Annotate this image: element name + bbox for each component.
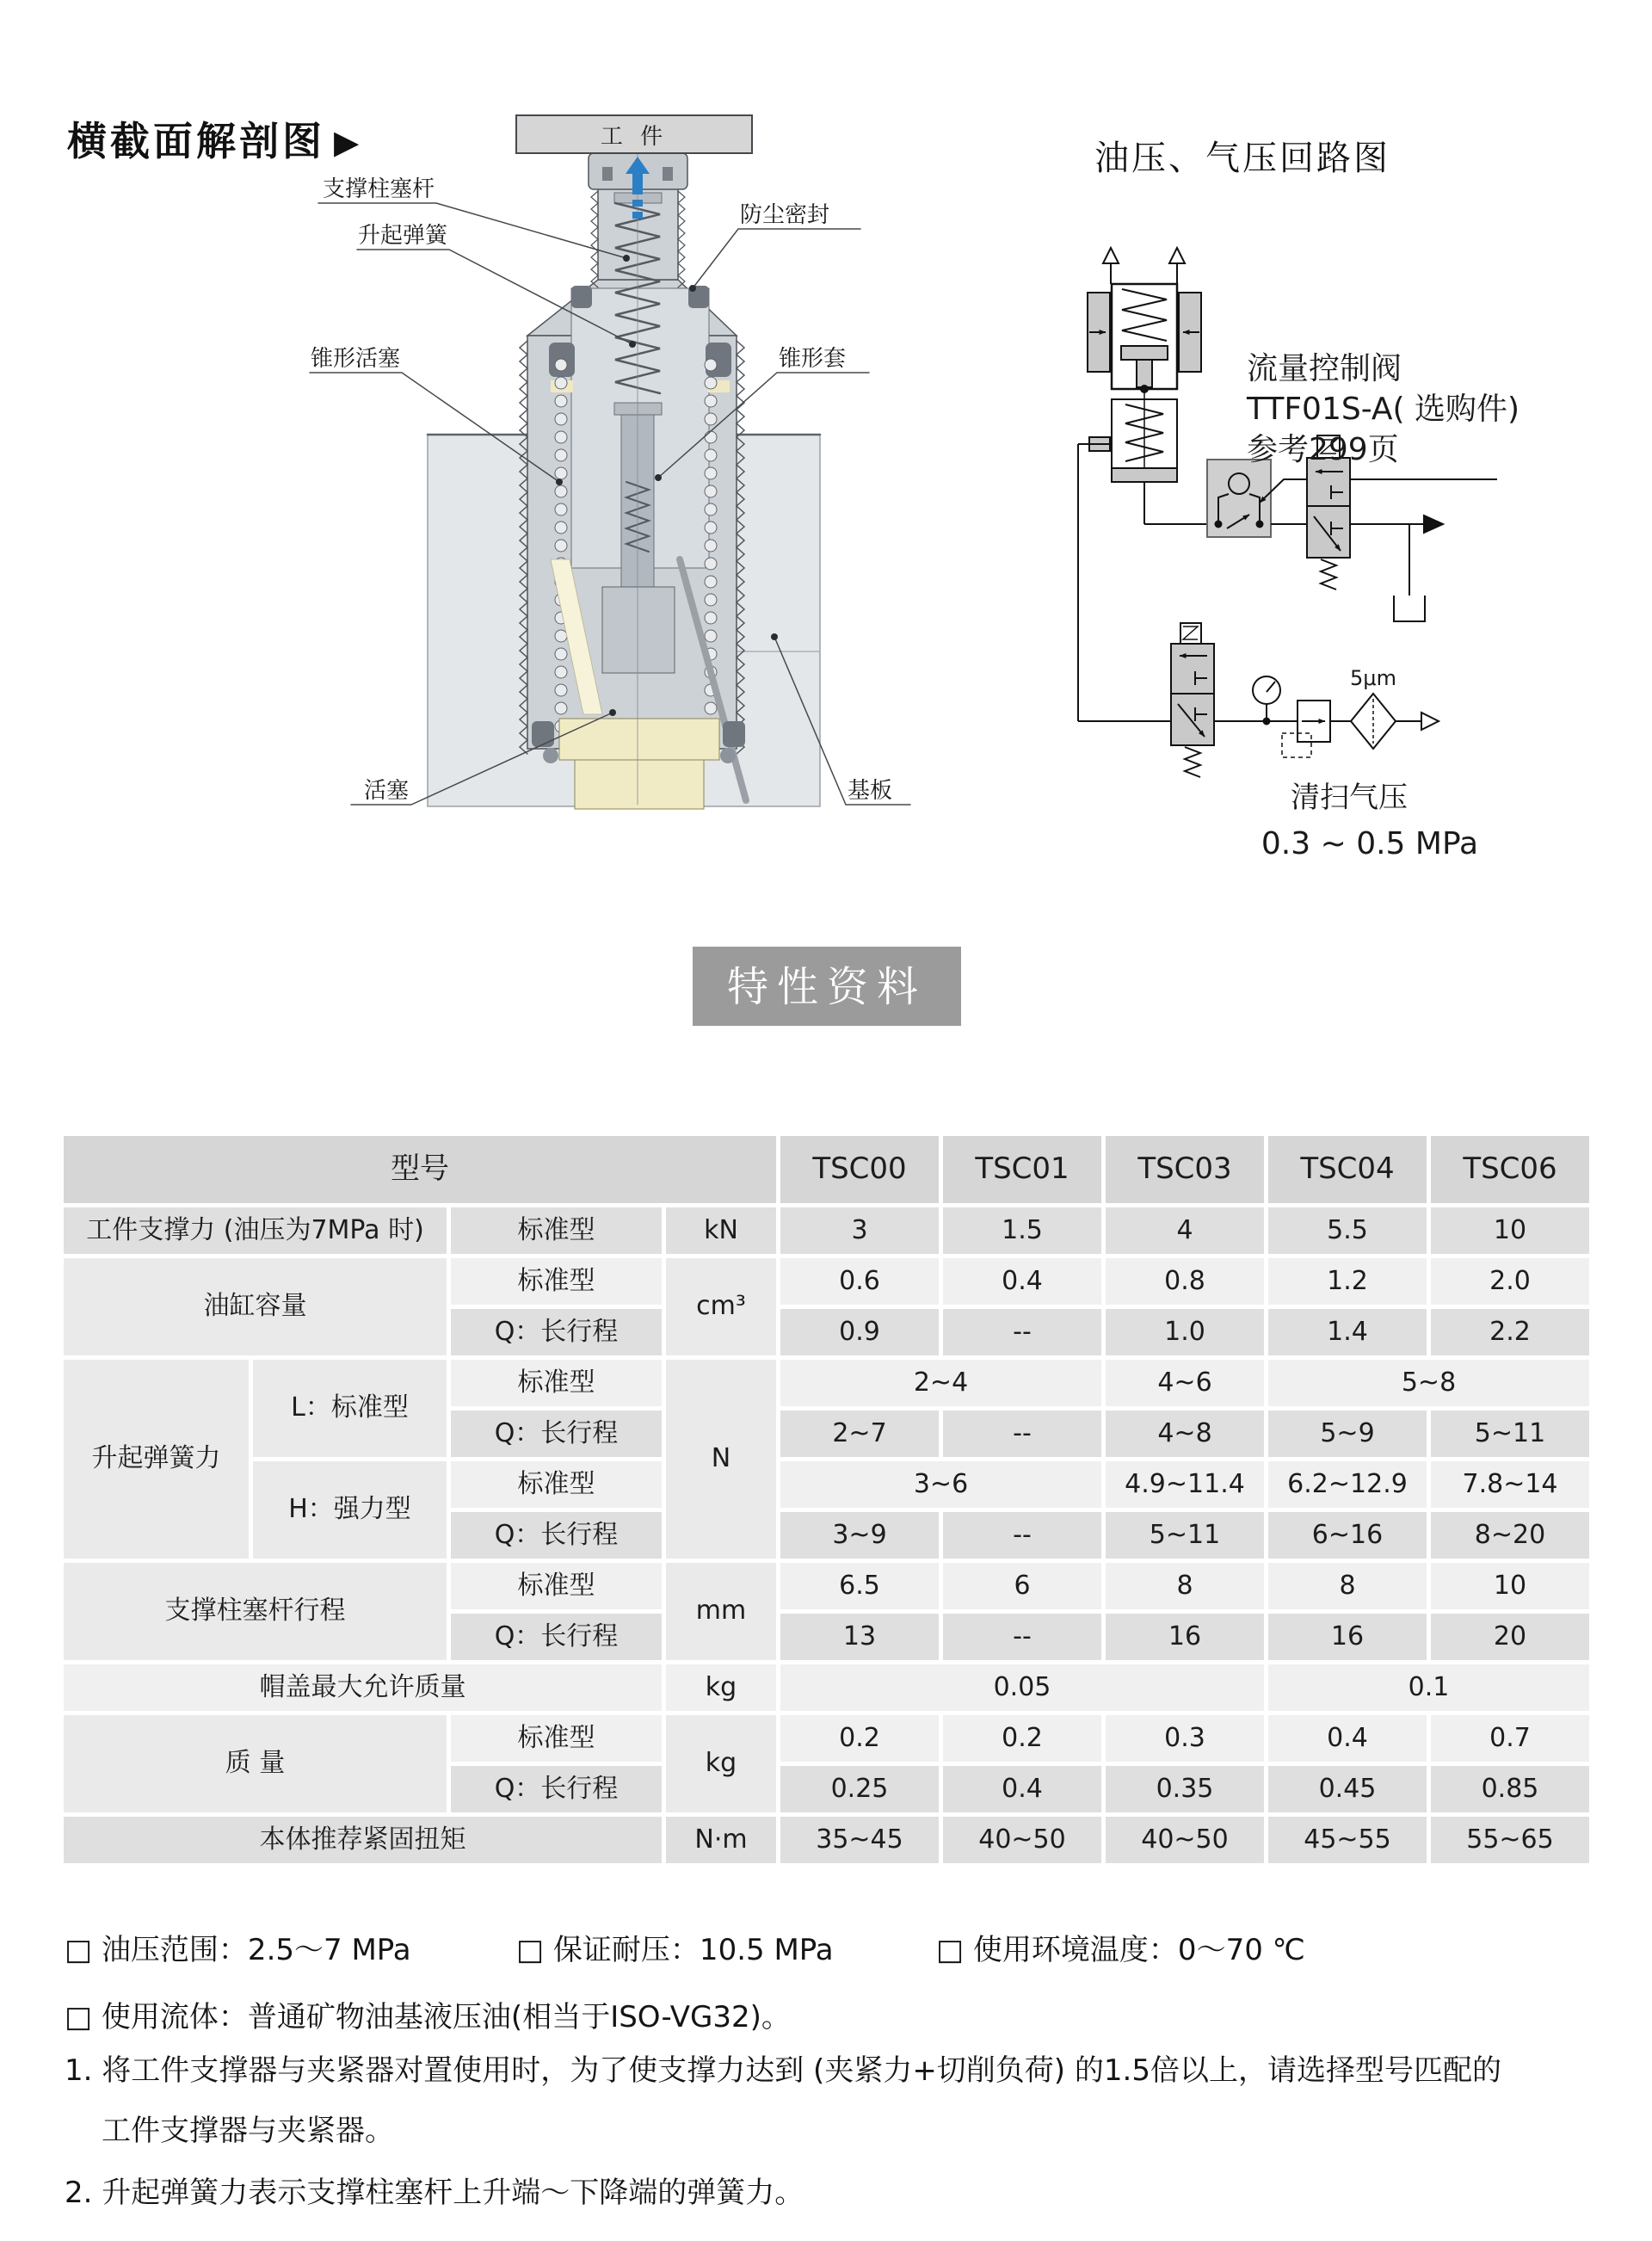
value-cell: 3 <box>780 1207 939 1254</box>
value-cell: 0.2 <box>943 1715 1101 1762</box>
title-arrow-icon: ▶ <box>334 123 363 161</box>
spec-note-oil-pressure: □ 油压范围：2.5～7 MPa <box>65 1933 411 1967</box>
purge-pressure-value: 0.3 ~ 0.5 MPa <box>1261 826 1479 861</box>
cross-section-title-text: 横截面解剖图 <box>67 118 325 164</box>
piston-label: 活塞 <box>363 778 409 804</box>
filter-rating-label: 5μm <box>1350 666 1396 690</box>
unit-cell: kg <box>666 1664 776 1711</box>
unit-cell: N <box>666 1360 776 1559</box>
value-cell: 4~8 <box>1106 1411 1264 1457</box>
value-cell: 5.5 <box>1268 1207 1427 1254</box>
value-cell: 3~6 <box>780 1461 1101 1508</box>
value-cell: 6~16 <box>1268 1512 1427 1559</box>
value-cell: 40~50 <box>943 1817 1101 1863</box>
value-cell: 2~4 <box>780 1360 1101 1406</box>
value-cell: 13 <box>780 1614 939 1660</box>
row-cylinder-capacity-std <box>64 1258 1589 1305</box>
row-spring-h-std <box>64 1461 1589 1508</box>
value-cell: 2.0 <box>1431 1258 1589 1305</box>
sub-group-label: L：标准型 <box>253 1360 447 1457</box>
value-cell: 4.9~11.4 <box>1106 1461 1264 1508</box>
row-label: 工件支撑力 (油压为7MPa 时) <box>64 1207 447 1254</box>
spec-note-fluid: □ 使用流体：普通矿物油基液压油(相当于ISO-VG32)。 <box>65 2000 791 2034</box>
value-cell: 0.1 <box>1268 1664 1589 1711</box>
flow-valve-label-line2: TTF01S-A( 选购件) <box>1247 392 1520 427</box>
value-cell: 0.4 <box>943 1258 1101 1305</box>
value-cell: 2.2 <box>1431 1309 1589 1355</box>
value-cell: 5~11 <box>1431 1411 1589 1457</box>
value-cell: 10 <box>1431 1563 1589 1609</box>
row-label: 支撑柱塞杆行程 <box>64 1563 447 1660</box>
model-tsc00: TSC00 <box>780 1136 939 1203</box>
row-label: 油缸容量 <box>64 1258 447 1355</box>
value-cell: 0.05 <box>780 1664 1264 1711</box>
value-cell: 4 <box>1106 1207 1264 1254</box>
sub-label: 标准型 <box>451 1258 662 1305</box>
value-cell: 20 <box>1431 1614 1589 1660</box>
value-cell: 16 <box>1268 1614 1427 1660</box>
value-cell: 5~11 <box>1106 1512 1264 1559</box>
value-cell: 45~55 <box>1268 1817 1427 1863</box>
table-header-row <box>64 1136 1589 1203</box>
unit-cell: cm³ <box>666 1258 776 1355</box>
value-cell: 1.0 <box>1106 1309 1264 1355</box>
flow-valve-label-line1: 流量控制阀 <box>1247 351 1402 386</box>
lift-spring-label: 升起弹簧 <box>357 223 447 249</box>
value-cell: -- <box>943 1512 1101 1559</box>
spec-note-proof-pressure: □ 保证耐压：10.5 MPa <box>516 1933 834 1967</box>
value-cell: 5~9 <box>1268 1411 1427 1457</box>
circuit-title: 油压、气压回路图 <box>1094 139 1390 178</box>
value-cell: 8 <box>1106 1563 1264 1609</box>
cross-section-diagram <box>310 115 910 809</box>
row-torque <box>64 1817 1589 1863</box>
value-cell: 6.2~12.9 <box>1268 1461 1427 1508</box>
row-label: 升起弹簧力 <box>64 1360 249 1559</box>
section-badge: 特性资料 <box>693 947 961 1026</box>
footnote-2: 2. 升起弹簧力表示支撑柱塞杆上升端～下降端的弹簧力。 <box>65 2176 804 2210</box>
row-cap-mass <box>64 1664 1589 1711</box>
circuit-diagram <box>1078 248 1519 861</box>
sub-label: Q：长行程 <box>451 1411 662 1457</box>
value-cell: -- <box>943 1614 1101 1660</box>
footnote-1-line1: 1. 将工件支撑器与夹紧器对置使用时，为了使支撑力达到 (夹紧力+切削负荷) 的1.5倍以上，请选择型号匹配的 <box>65 2053 1501 2088</box>
diagrams-canvas <box>0 0 1652 912</box>
sub-label: 标准型 <box>451 1461 662 1508</box>
value-cell: 1.5 <box>943 1207 1101 1254</box>
sub-label: 标准型 <box>451 1360 662 1406</box>
value-cell: 0.8 <box>1106 1258 1264 1305</box>
value-cell: 2~7 <box>780 1411 939 1457</box>
value-cell: 4~6 <box>1106 1360 1264 1406</box>
model-tsc01: TSC01 <box>943 1136 1101 1203</box>
value-cell: 0.6 <box>780 1258 939 1305</box>
sub-label: 标准型 <box>451 1207 662 1254</box>
conical-sleeve-label: 锥形套 <box>779 346 847 372</box>
footnote-1-line2: 工件支撑器与夹紧器。 <box>102 2114 394 2148</box>
value-cell: -- <box>943 1411 1101 1457</box>
value-cell: 1.2 <box>1268 1258 1427 1305</box>
row-support-force <box>64 1207 1589 1254</box>
model-header-cell: 型号 <box>64 1136 776 1203</box>
spec-note-temperature: □ 使用环境温度：0～70 ℃ <box>936 1933 1305 1967</box>
value-cell: 0.4 <box>943 1766 1101 1812</box>
unit-cell: N·m <box>666 1817 776 1863</box>
value-cell: 40~50 <box>1106 1817 1264 1863</box>
dust-seal-label: 防尘密封 <box>740 202 830 228</box>
row-label: 质 量 <box>64 1715 447 1812</box>
value-cell: 10 <box>1431 1207 1589 1254</box>
value-cell: 16 <box>1106 1614 1264 1660</box>
value-cell: 1.4 <box>1268 1309 1427 1355</box>
sub-label: 标准型 <box>451 1563 662 1609</box>
value-cell: 0.85 <box>1431 1766 1589 1812</box>
sub-label: Q：长行程 <box>451 1614 662 1660</box>
model-tsc03: TSC03 <box>1106 1136 1264 1203</box>
value-cell: 0.45 <box>1268 1766 1427 1812</box>
value-cell: 8 <box>1268 1563 1427 1609</box>
sub-group-label: H：强力型 <box>253 1461 447 1559</box>
unit-cell: mm <box>666 1563 776 1660</box>
flow-control-valve-symbol <box>1207 460 1497 537</box>
workpiece-bar <box>516 115 752 153</box>
sub-label: Q：长行程 <box>451 1766 662 1812</box>
sub-label: Q：长行程 <box>451 1512 662 1559</box>
value-cell: 3~9 <box>780 1512 939 1559</box>
value-cell: 0.7 <box>1431 1715 1589 1762</box>
air-valve-lower-symbol <box>1078 623 1439 777</box>
base-plate-label: 基板 <box>848 778 893 804</box>
spec-table <box>59 1132 1593 1868</box>
purge-pressure-label: 清扫气压 <box>1291 781 1408 815</box>
row-stroke-std <box>64 1563 1589 1609</box>
value-cell: 35~45 <box>780 1817 939 1863</box>
model-tsc04: TSC04 <box>1268 1136 1427 1203</box>
flow-valve-label-line3: 参考299页 <box>1247 432 1399 467</box>
model-tsc06: TSC06 <box>1431 1136 1589 1203</box>
value-cell: 0.2 <box>780 1715 939 1762</box>
row-label: 帽盖最大允许质量 <box>64 1664 662 1711</box>
sub-label: Q：长行程 <box>451 1309 662 1355</box>
unit-cell: kN <box>666 1207 776 1254</box>
row-spring-l-std <box>64 1360 1589 1406</box>
value-cell: -- <box>943 1309 1101 1355</box>
row-label: 本体推荐紧固扭矩 <box>64 1817 662 1863</box>
support-plunger-rod-label: 支撑柱塞杆 <box>322 176 435 202</box>
conical-piston-label: 锥形活塞 <box>310 346 400 372</box>
value-cell: 5~8 <box>1268 1360 1589 1406</box>
value-cell: 6 <box>943 1563 1101 1609</box>
value-cell: 0.3 <box>1106 1715 1264 1762</box>
value-cell: 0.25 <box>780 1766 939 1812</box>
value-cell: 0.35 <box>1106 1766 1264 1812</box>
value-cell: 7.8~14 <box>1431 1461 1589 1508</box>
value-cell: 55~65 <box>1431 1817 1589 1863</box>
value-cell: 0.4 <box>1268 1715 1427 1762</box>
unit-cell: kg <box>666 1715 776 1812</box>
value-cell: 6.5 <box>780 1563 939 1609</box>
row-mass-std <box>64 1715 1589 1762</box>
value-cell: 8~20 <box>1431 1512 1589 1559</box>
workpiece-label: 工 件 <box>600 124 669 150</box>
sub-label: 标准型 <box>451 1715 662 1762</box>
value-cell: 0.9 <box>780 1309 939 1355</box>
